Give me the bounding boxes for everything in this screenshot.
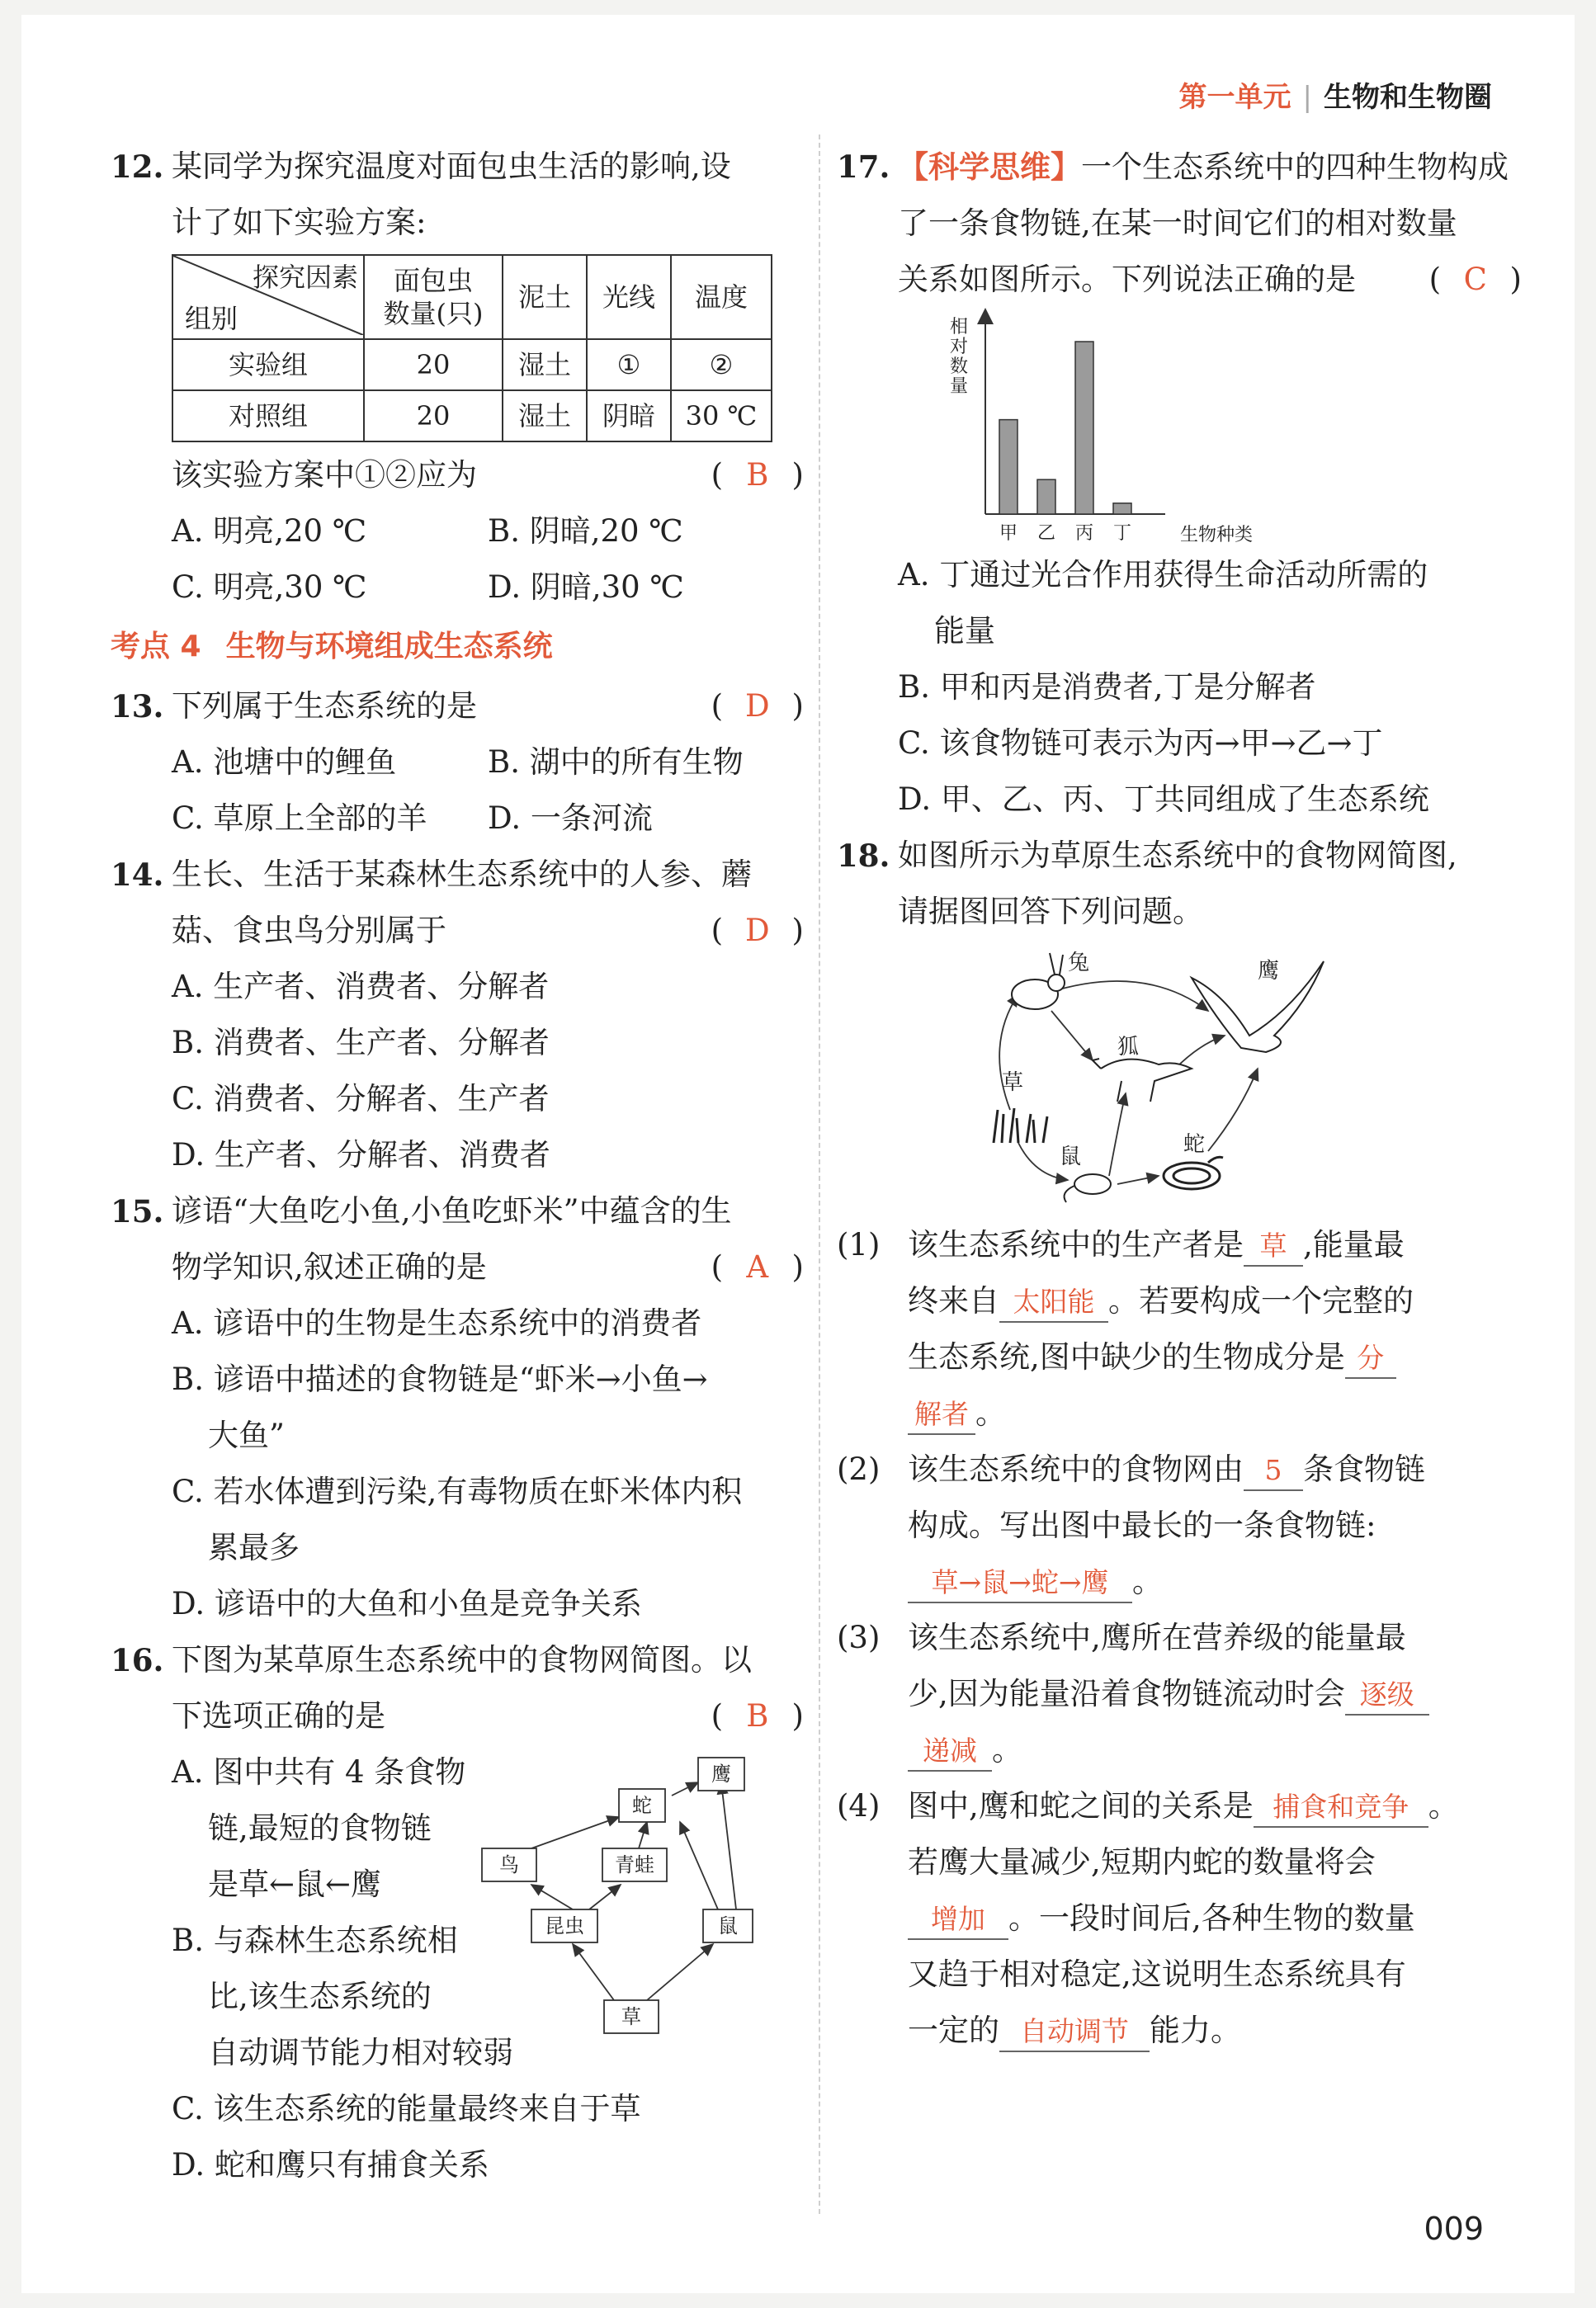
node-hawk: 鹰 — [711, 1763, 731, 1786]
node-frog: 青蛙 — [615, 1853, 654, 1876]
text: 条食物链 — [1303, 1451, 1425, 1487]
line: 又趋于相对稳定,这说明生态系统具有 — [908, 1956, 1406, 1992]
corner-bottom-label: 组别 — [185, 303, 238, 334]
y-axis-label — [950, 317, 968, 397]
question-text: 下选项正确的是 — [172, 1698, 385, 1734]
question-number: 17. — [837, 149, 890, 185]
option: D. 蛇和鹰只有捕食关系 — [172, 2147, 489, 2183]
answer: B — [746, 457, 769, 493]
table-cell: 实验组 — [172, 339, 364, 390]
question-tag: 【科学思维】 — [898, 149, 1081, 185]
answer-paren: ( B ) — [711, 1688, 804, 1744]
question-text: 生长、生活于某森林生态系统中的人参、蘑 — [172, 857, 752, 892]
option: D. 一条河流 — [488, 800, 653, 836]
option: D. 生产者、分解者、消费者 — [172, 1137, 550, 1173]
text: 。若要构成一个完整的 — [1108, 1283, 1414, 1319]
option: D. 甲、乙、丙、丁共同组成了生态系统 — [898, 781, 1429, 817]
table-header: 光线 — [587, 255, 671, 339]
sub-question-4 — [837, 1778, 1522, 2059]
line — [908, 1273, 1522, 1329]
node-bird: 鸟 — [499, 1853, 519, 1876]
answer-blank: 逐级 — [1345, 1676, 1429, 1716]
option: C. 草原上全部的羊 — [172, 800, 427, 836]
line — [908, 1385, 1522, 1442]
option: A. 池塘中的鲤鱼 — [172, 744, 397, 780]
option-continued: 累最多 — [208, 1530, 300, 1565]
header-separator: | — [1302, 81, 1312, 114]
mouse-icon — [1065, 1174, 1111, 1202]
question-number: 16. — [111, 1642, 164, 1678]
right-column — [837, 139, 1522, 2059]
option-continued: 大鱼” — [208, 1418, 285, 1453]
header-line: 数量(只) — [383, 298, 484, 329]
option: D. 谚语中的大鱼和小鱼是竞争关系 — [172, 1586, 642, 1621]
question-text: 如图所示为草原生态系统中的食物网简图, — [898, 838, 1457, 873]
option: B. 与森林生态系统相 — [172, 1923, 458, 1958]
node-fox: 狐 — [1117, 1035, 1140, 1060]
y-label-char: 数 — [949, 356, 969, 377]
answer: C — [1463, 262, 1487, 297]
node-grass: 草 — [621, 2005, 641, 2028]
option: B. 谚语中描述的食物链是“虾米→小鱼→ — [172, 1362, 708, 1397]
options-row — [111, 559, 804, 616]
x-tick-label: 乙 — [1036, 523, 1056, 544]
question-stem — [111, 447, 804, 503]
x-tick-label: 甲 — [999, 523, 1018, 544]
answer-blank: 递减 — [908, 1732, 992, 1772]
options-row — [111, 503, 804, 559]
text: 该生态系统中的食物网由 — [908, 1451, 1244, 1487]
table-header: 泥土 — [503, 255, 587, 339]
question-text-row — [111, 1688, 804, 1744]
node-hawk: 鹰 — [1258, 959, 1280, 984]
text: ,能量最 — [1303, 1227, 1405, 1263]
answer: A — [746, 1249, 769, 1285]
question-text: 请据图回答下列问题。 — [898, 894, 1203, 929]
option: A. 明亮,20 ℃ — [172, 513, 367, 549]
question-number: 13. — [111, 688, 164, 724]
option: B. 甲和丙是消费者,丁是分解者 — [898, 669, 1316, 705]
x-tick-label: 丁 — [1112, 523, 1132, 544]
line — [908, 1778, 1522, 1834]
option-continued: 能量 — [934, 613, 995, 649]
option: A. 谚语中的生物是生态系统中的消费者 — [172, 1305, 702, 1341]
sub-number: (2) — [837, 1451, 881, 1487]
q16-options-ab — [111, 1744, 513, 2081]
x-axis-label: 生物种类 — [1179, 525, 1254, 545]
y-label-char: 量 — [949, 376, 969, 397]
options-row — [111, 734, 804, 791]
bar-丁 — [1113, 503, 1131, 514]
text: 。一段时间后,各种生物的数量 — [1008, 1900, 1415, 1936]
question-18 — [837, 828, 1522, 2059]
table-cell: 20 — [364, 390, 503, 441]
node-insect: 昆虫 — [545, 1914, 584, 1937]
question-text: 菇、食虫鸟分别属于 — [172, 913, 446, 948]
left-column — [111, 139, 804, 2193]
header-title: 生物和生物圈 — [1324, 81, 1492, 114]
page-header — [1179, 74, 1492, 115]
table-header: 温度 — [671, 255, 772, 339]
question-text-row — [111, 1239, 804, 1296]
question-text: 计了如下实验方案: — [172, 205, 427, 240]
option: C. 该食物链可表示为丙→甲→乙→丁 — [898, 725, 1383, 761]
table-header — [364, 255, 503, 339]
text: 少,因为能量沿着食物链流动时会 — [908, 1676, 1345, 1711]
table-corner-cell — [172, 255, 364, 339]
line — [908, 1217, 1522, 1273]
question-text: 关系如图所示。下列说法正确的是 — [898, 262, 1356, 297]
option-continued: 比,该生态系统的 — [208, 1979, 432, 2014]
table-cell: 湿土 — [503, 390, 587, 441]
option: D. 阴暗,30 ℃ — [488, 569, 684, 605]
table-cell: ① — [587, 339, 671, 390]
column-divider — [819, 135, 820, 2214]
node-snake: 蛇 — [632, 1794, 652, 1817]
line — [908, 2003, 1522, 2059]
experiment-table — [172, 254, 772, 442]
table-cell: 湿土 — [503, 339, 587, 390]
bar-乙 — [1037, 479, 1055, 514]
text: 能力。 — [1150, 2013, 1241, 2048]
food-web-diagram-16 — [474, 1753, 771, 2058]
text: 。 — [1428, 1788, 1459, 1824]
answer-paren: ( C ) — [1429, 252, 1522, 308]
question-text-row — [111, 678, 804, 734]
question-text: 了一条食物链,在某一时间它们的相对数量 — [898, 205, 1457, 241]
line — [908, 1329, 1522, 1385]
option: B. 湖中的所有生物 — [488, 744, 744, 780]
text: 。 — [992, 1732, 1022, 1768]
text: 该生态系统中的生产者是 — [908, 1227, 1244, 1263]
question-15 — [111, 1183, 804, 1632]
snake-icon — [1164, 1157, 1223, 1189]
option: C. 消费者、分解者、生产者 — [172, 1081, 550, 1116]
answer-paren: ( B ) — [711, 447, 804, 503]
text: 图中,鹰和蛇之间的关系是 — [908, 1788, 1254, 1824]
option: B. 消费者、生产者、分解者 — [172, 1025, 550, 1060]
x-tick-labels — [999, 523, 1131, 544]
text: 一定的 — [908, 2013, 999, 2048]
header-line: 面包虫 — [393, 265, 473, 296]
question-17 — [837, 139, 1522, 828]
option-continued: 链,最短的食物链 — [208, 1810, 432, 1846]
section-heading — [111, 619, 804, 675]
grass-icon — [994, 1108, 1047, 1143]
line — [908, 1442, 1522, 1498]
answer-blank: 分 — [1345, 1339, 1396, 1379]
text: 生态系统,图中缺少的生物成分是 — [908, 1339, 1345, 1375]
sub-question-1 — [837, 1217, 1522, 1442]
line — [908, 1722, 1522, 1778]
question-text: 下图为某草原生态系统中的食物网简图。以 — [172, 1642, 752, 1678]
answer-blank: 解者 — [908, 1395, 975, 1435]
x-tick-label: 丙 — [1074, 523, 1094, 544]
page — [21, 15, 1575, 2293]
rabbit-icon — [1012, 953, 1065, 1009]
fox-icon — [1093, 1059, 1192, 1102]
section-title: 生物与环境组成生态系统 — [225, 630, 553, 663]
line: 若鹰大量减少,短期内蛇的数量将会 — [908, 1844, 1376, 1880]
line: 构成。写出图中最长的一条食物链: — [908, 1508, 1376, 1543]
node-mouse: 鼠 — [718, 1914, 738, 1937]
answer-blank: 草 — [1244, 1227, 1303, 1267]
question-number: 14. — [111, 857, 164, 893]
answer-blank: 草→鼠→蛇→鹰 — [908, 1564, 1132, 1603]
answer: B — [746, 1698, 769, 1734]
question-text-row — [837, 252, 1522, 308]
text: 。 — [1132, 1564, 1163, 1599]
node-rabbit: 兔 — [1068, 951, 1090, 975]
answer-blank: 捕食和竞争 — [1254, 1788, 1428, 1828]
question-text-row — [837, 139, 1522, 196]
question-text: 一个生态系统中的四种生物构成 — [1081, 149, 1509, 185]
line — [908, 1890, 1522, 1947]
food-web-diagram-18 — [977, 945, 1406, 1209]
question-number: 15. — [111, 1193, 164, 1230]
section-label: 考点 4 — [111, 630, 201, 663]
answer-paren: ( A ) — [711, 1239, 804, 1296]
question-text: 某同学为探究温度对面包虫生活的影响,设 — [172, 149, 731, 184]
table-row — [172, 390, 772, 441]
question-text: 下列属于生态系统的是 — [172, 688, 477, 724]
table-cell: 对照组 — [172, 390, 364, 441]
option: C. 若水体遭到污染,有毒物质在虾米体内积 — [172, 1474, 743, 1509]
stem-text: 该实验方案中①②应为 — [172, 457, 477, 493]
line: 该生态系统中,鹰所在营养级的能量最 — [908, 1620, 1406, 1655]
option: C. 明亮,30 ℃ — [172, 569, 367, 605]
text: 。 — [975, 1395, 1006, 1431]
answer-blank: 增加 — [908, 1900, 1008, 1940]
answer-blank: 太阳能 — [999, 1283, 1108, 1323]
option: B. 阴暗,20 ℃ — [488, 513, 683, 549]
q16-options-with-diagram — [111, 1744, 804, 2081]
sub-number: (3) — [837, 1620, 881, 1655]
answer-blank: 5 — [1244, 1451, 1303, 1491]
line — [908, 1554, 1522, 1610]
answer: D — [744, 688, 770, 724]
sub-question-3 — [837, 1610, 1522, 1778]
y-label-char: 对 — [949, 337, 969, 357]
table-cell: 阴暗 — [587, 390, 671, 441]
bars — [999, 342, 1131, 514]
question-text-row — [111, 903, 804, 959]
option-continued: 自动调节能力相对较弱 — [208, 2035, 513, 2070]
table-cell: ② — [671, 339, 772, 390]
question-text: 物学知识,叙述正确的是 — [172, 1249, 487, 1285]
question-number: 12. — [111, 149, 164, 185]
question-number: 18. — [837, 838, 890, 874]
node-snake: 蛇 — [1183, 1132, 1206, 1157]
question-text: 谚语“大鱼吃小鱼,小鱼吃虾米”中蕴含的生 — [172, 1193, 732, 1229]
sub-number: (4) — [837, 1788, 881, 1824]
option: A. 图中共有 4 条食物 — [172, 1754, 466, 1790]
node-grass: 草 — [1002, 1070, 1024, 1095]
bar-甲 — [999, 420, 1018, 514]
text: 终来自 — [908, 1283, 999, 1319]
table-cell: 20 — [364, 339, 503, 390]
table-cell: 30 ℃ — [671, 390, 772, 441]
question-13 — [111, 678, 804, 847]
sub-question-2 — [837, 1442, 1522, 1610]
option: A. 丁通过光合作用获得生命活动所需的 — [898, 557, 1428, 592]
bar-丙 — [1075, 342, 1093, 514]
sub-number: (1) — [837, 1227, 881, 1263]
option-continued: 是草←鼠←鹰 — [208, 1867, 382, 1902]
answer: D — [744, 913, 770, 948]
page-number: 009 — [1424, 2211, 1484, 2247]
bar-chart — [944, 308, 1307, 547]
question-14 — [111, 847, 804, 1183]
line — [908, 1666, 1522, 1722]
answer-blank: 自动调节 — [999, 2013, 1150, 2052]
answer-paren: ( D ) — [711, 678, 804, 734]
y-label-char: 相 — [949, 317, 969, 337]
question-12 — [111, 139, 804, 616]
corner-top-label: 探究因素 — [252, 262, 358, 293]
table-row — [172, 339, 772, 390]
node-mouse: 鼠 — [1060, 1145, 1082, 1169]
options-row — [111, 791, 804, 847]
option: A. 生产者、消费者、分解者 — [172, 969, 550, 1004]
option: C. 该生态系统的能量最终来自于草 — [172, 2091, 641, 2126]
header-unit: 第一单元 — [1178, 81, 1291, 114]
question-16 — [111, 1632, 804, 2193]
answer-paren: ( D ) — [711, 903, 804, 959]
